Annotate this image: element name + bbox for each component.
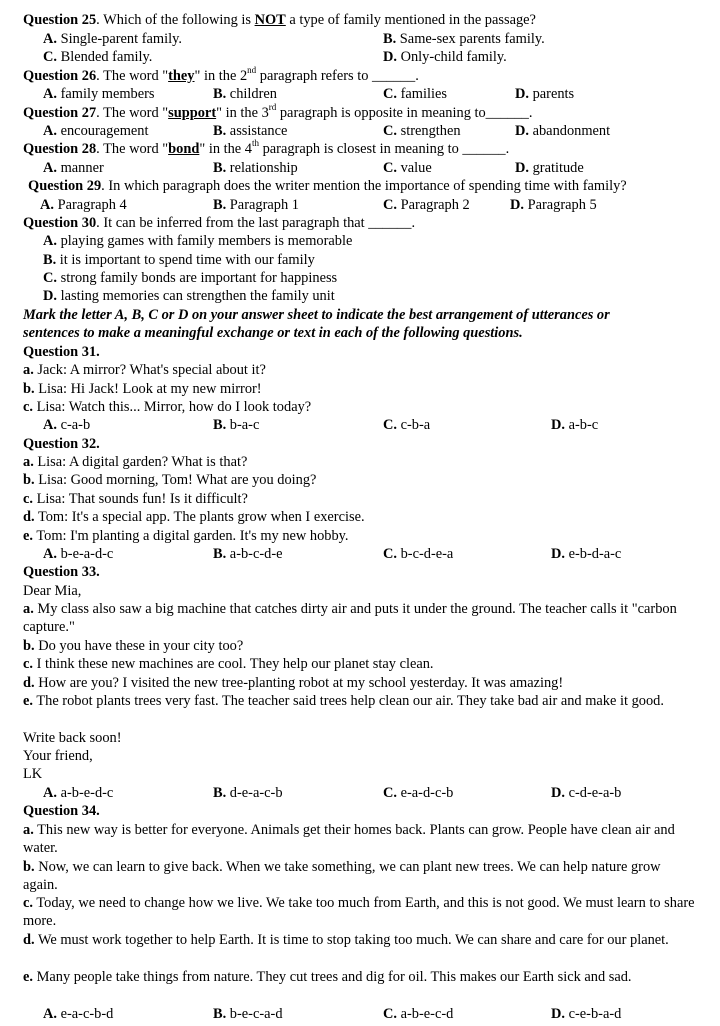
option-d[interactable]: D. a-b-c xyxy=(551,417,599,433)
question-28-options xyxy=(0,159,720,177)
question-label: Question 30 xyxy=(23,215,97,231)
q34-item-c: c. Today, we need to change how we live. We take too much from Earth, and this is not good. We must learn to share more. xyxy=(23,895,695,930)
section-instruction-line-1: Mark the letter A, B, C or D on your answer sheet to indicate the best arrangement of utterances or xyxy=(23,307,610,323)
option-b[interactable]: B. a-b-c-d-e xyxy=(213,546,283,562)
question-32-options xyxy=(0,545,720,563)
section-instruction-line-2: sentences to make a meaningful exchange or text in each of the following questions. xyxy=(23,325,523,341)
letter-signature: LK xyxy=(23,766,43,782)
q32-item-e: e. Tom: I'm planting a digital garden. It's my new hobby. xyxy=(23,528,349,544)
q32-item-c: c. Lisa: That sounds fun! Is it difficult? xyxy=(23,491,248,507)
q34-item-d: d. We must work together to help Earth. It is time to stop taking too much. We can share and care for our planet. xyxy=(23,932,669,948)
option-b[interactable]: B. d-e-a-c-b xyxy=(213,785,283,801)
option-d[interactable]: D. parents xyxy=(515,86,575,102)
option-a[interactable]: A. family members xyxy=(43,86,155,102)
emphasized-word: NOT xyxy=(254,12,286,28)
question-27-options xyxy=(0,122,720,140)
q33-item-a: a. My class also saw a big machine that catches dirty air and puts it under the ground. The teacher calls it "carbon capture." xyxy=(23,601,677,636)
q34-item-e: e. Many people take things from nature. They cut trees and dig for oil. This makes our Earth sick and sad. xyxy=(23,969,632,985)
q31-item-a: a. Jack: A mirror? What's special about it? xyxy=(23,362,266,378)
question-33-label: Question 33. xyxy=(23,564,100,580)
question-label: Question 25 xyxy=(23,12,97,28)
q31-item-c: c. Lisa: Watch this... Mirror, how do I look today? xyxy=(23,399,312,415)
option-c[interactable]: C. value xyxy=(383,160,432,176)
question-34-options xyxy=(0,1005,720,1023)
question-30-stem: Question 30. It can be inferred from the last paragraph that ______. xyxy=(23,215,416,231)
option-a[interactable]: A. Single-parent family. xyxy=(43,31,182,47)
question-26-stem: Question 26. The word "they" in the 2nd paragraph refers to ______. xyxy=(23,65,419,84)
question-label: Question 29 xyxy=(28,178,102,194)
question-25-stem xyxy=(23,11,536,29)
question-31-options xyxy=(0,416,720,434)
q33-item-e: e. The robot plants trees very fast. The teacher said trees help clean our air. They take bad air and make it good. xyxy=(23,693,664,709)
question-28-stem: Question 28. The word "bond" in the 4th paragraph is closest in meaning to ______. xyxy=(23,138,510,157)
option-d[interactable]: D. gratitude xyxy=(515,160,584,176)
question-31-label: Question 31. xyxy=(23,344,100,360)
q34-item-b: b. Now, we can learn to give back. When we take something, we can plant new trees. We can help nature grow again. xyxy=(23,859,661,894)
letter-closing: Write back soon! xyxy=(23,730,122,746)
option-d[interactable]: D. abandonment xyxy=(515,123,611,139)
question-33-options xyxy=(0,784,720,802)
option-b[interactable]: B. Paragraph 1 xyxy=(213,197,299,213)
q32-item-b: b. Lisa: Good morning, Tom! What are you doing? xyxy=(23,472,317,488)
question-32-label: Question 32. xyxy=(23,436,100,452)
option-c[interactable]: C. families xyxy=(383,86,447,102)
option-b[interactable]: B. b-e-c-a-d xyxy=(213,1006,283,1022)
option-c[interactable]: C. a-b-e-c-d xyxy=(383,1006,454,1022)
question-label: Question 28 xyxy=(23,141,97,157)
option-b[interactable]: B. relationship xyxy=(213,160,298,176)
question-29-options xyxy=(0,196,720,214)
question-25-options-row-2 xyxy=(0,48,720,66)
option-b[interactable]: B. children xyxy=(213,86,277,102)
option-c[interactable]: C. b-c-d-e-a xyxy=(383,546,454,562)
emphasized-word: support xyxy=(168,105,217,121)
emphasized-word: bond xyxy=(168,141,200,157)
question-34-label: Question 34. xyxy=(23,803,100,819)
option-d[interactable]: D. c-e-b-a-d xyxy=(551,1006,622,1022)
question-label: Question 27 xyxy=(23,105,97,121)
stem-text: . Which of the following is xyxy=(96,12,255,28)
q33-item-d: d. How are you? I visited the new tree-planting robot at my school yesterday. It was amazing! xyxy=(23,675,564,691)
option-d[interactable]: D. e-b-d-a-c xyxy=(551,546,622,562)
option-a[interactable]: A. b-e-a-d-c xyxy=(43,546,114,562)
option-d[interactable]: D. Paragraph 5 xyxy=(510,197,597,213)
question-label: Question 26 xyxy=(23,68,97,84)
option-d[interactable]: D. c-d-e-a-b xyxy=(551,785,622,801)
option-a[interactable]: A. a-b-e-d-c xyxy=(43,785,114,801)
letter-sign-off: Your friend, xyxy=(23,748,93,764)
q31-item-b: b. Lisa: Hi Jack! Look at my new mirror! xyxy=(23,381,262,397)
question-27-stem: Question 27. The word "support" in the 3rd paragraph is opposite in meaning to______. xyxy=(23,102,533,121)
option-c[interactable]: C. e-a-d-c-b xyxy=(383,785,454,801)
q32-item-d: d. Tom: It's a special app. The plants grow when I exercise. xyxy=(23,509,365,525)
question-25-options-row-1 xyxy=(0,30,720,48)
option-c[interactable]: C. strengthen xyxy=(383,123,461,139)
stem-text: a type of family mentioned in the passage? xyxy=(285,12,536,28)
option-a[interactable]: A. encouragement xyxy=(43,123,149,139)
option-d[interactable]: D. Only-child family. xyxy=(383,49,507,65)
option-a[interactable]: A. Paragraph 4 xyxy=(40,197,127,213)
option-a[interactable]: A. e-a-c-b-d xyxy=(43,1006,114,1022)
q34-item-a: a. This new way is better for everyone. Animals get their homes back. Plants can grow. People have clean air and water. xyxy=(23,822,675,857)
option-c[interactable]: C. Blended family. xyxy=(43,49,153,65)
option-b[interactable]: B. Same-sex parents family. xyxy=(383,31,545,47)
emphasized-word: they xyxy=(168,68,195,84)
question-26-options xyxy=(0,85,720,103)
option-a[interactable]: A. playing games with family members is memorable xyxy=(43,233,353,249)
option-c[interactable]: C. c-b-a xyxy=(383,417,431,433)
option-d[interactable]: D. lasting memories can strengthen the family unit xyxy=(43,288,335,304)
option-a[interactable]: A. c-a-b xyxy=(43,417,91,433)
option-b[interactable]: B. assistance xyxy=(213,123,288,139)
option-c[interactable]: C. Paragraph 2 xyxy=(383,197,470,213)
option-b[interactable]: B. it is important to spend time with our family xyxy=(43,252,315,268)
q33-item-c: c. I think these new machines are cool. They help our planet stay clean. xyxy=(23,656,434,672)
q32-item-a: a. Lisa: A digital garden? What is that? xyxy=(23,454,248,470)
option-a[interactable]: A. manner xyxy=(43,160,104,176)
question-29-stem: Question 29. In which paragraph does the writer mention the importance of spending time with family? xyxy=(28,178,627,194)
option-b[interactable]: B. b-a-c xyxy=(213,417,260,433)
q33-item-b: b. Do you have these in your city too? xyxy=(23,638,244,654)
letter-greeting: Dear Mia, xyxy=(23,583,82,599)
option-c[interactable]: C. strong family bonds are important for happiness xyxy=(43,270,338,286)
